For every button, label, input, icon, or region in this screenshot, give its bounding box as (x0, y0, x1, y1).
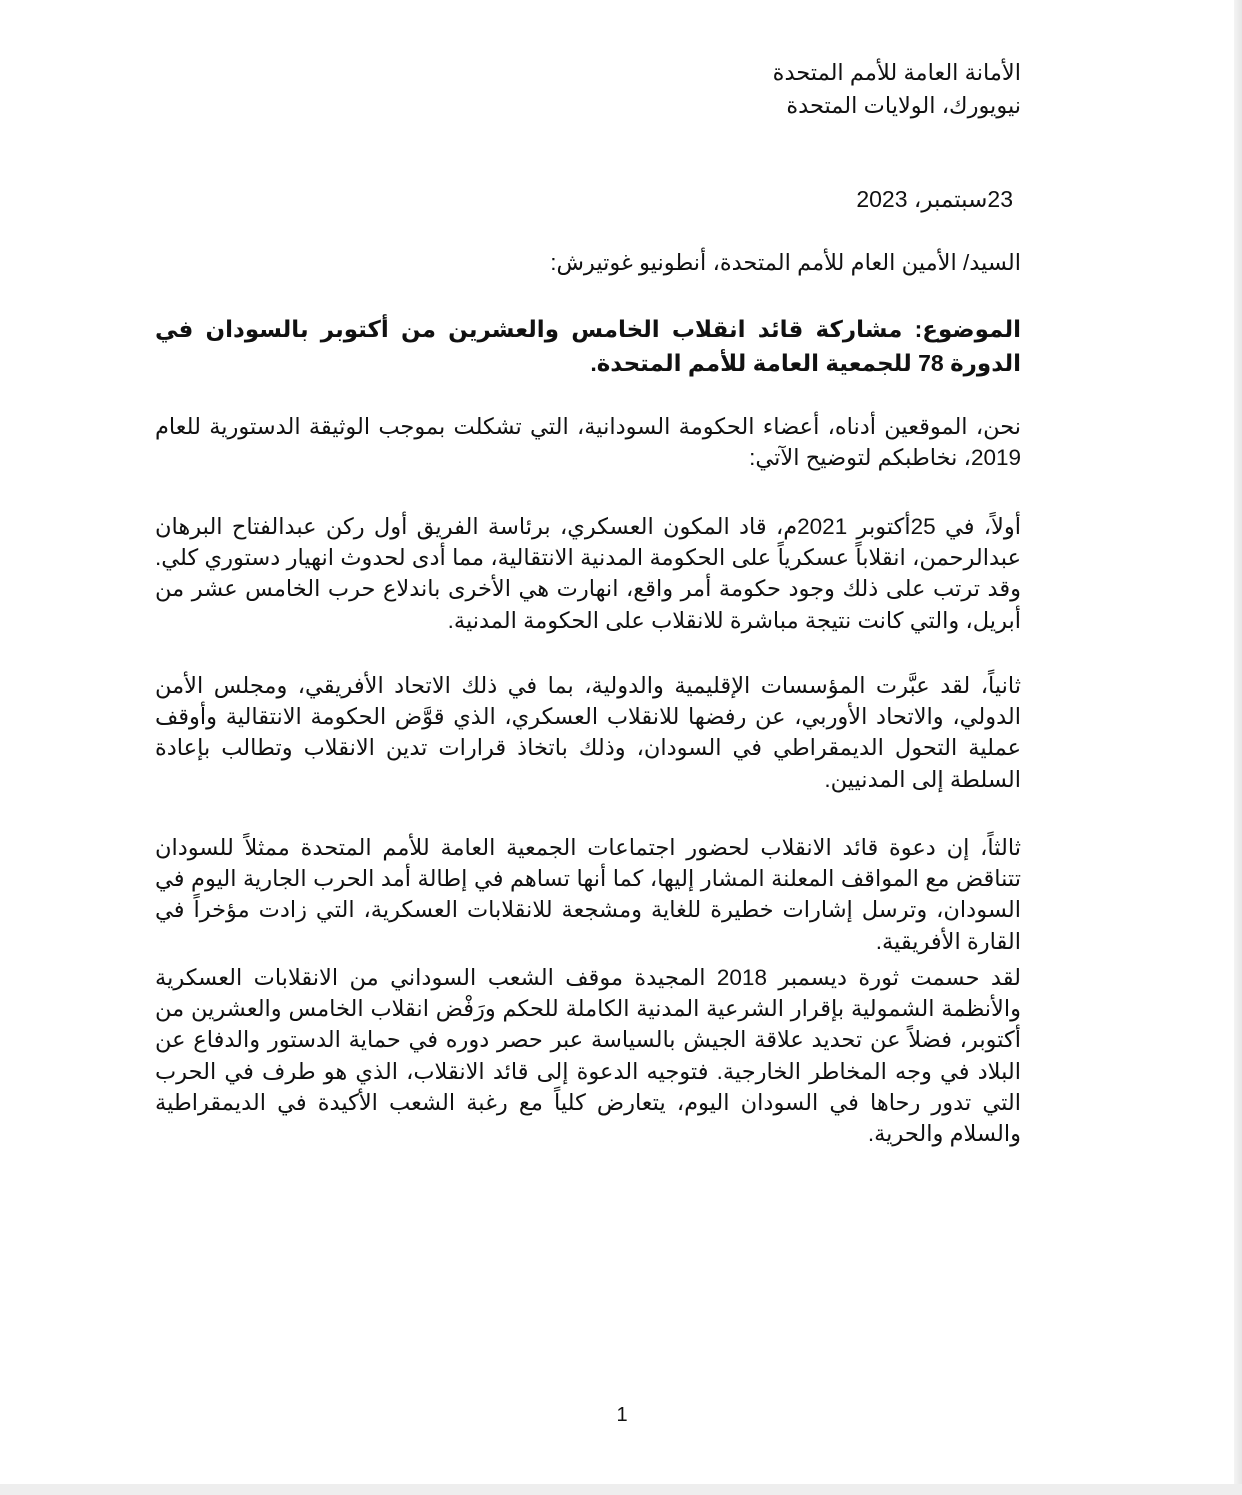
intro-paragraph: نحن، الموقعين أدناه، أعضاء الحكومة السودانية، التي تشكلت بموجب الوثيقة الدستورية للعام 2019، نخاطبكم لتوضيح الآتي: (155, 414, 1021, 471)
point-third-paragraph: ثالثاً، إن دعوة قائد الانقلاب لحضور اجتماعات الجمعية العامة للأمم المتحدة ممثلاً للسودان تتناقض مع المواقف المعلنة المشار إليها، كما أنها تساهم في إطالة أمد الحرب الجارية اليوم في السودان، وترسل إشارات خطيرة للغاية ومشجعة للانقلابات العسكرية، التي زادت مؤخراً في القارة الأفريقية. (155, 835, 1021, 954)
point-first-paragraph: أولاً، في 25أكتوبر 2021م، قاد المكون العسكري، برئاسة الفريق أول ركن عبدالفتاح البرهان عبدالرحمن، انقلاباً عسكرياً على الحكومة المدنية الانتقالية، مما أدى لحدوث انهيار دستوري كلي. وقد ترتب على ذلك وجود حكومة أمر واقع، انهارت هي الأخرى باندلاع حرب الخامس عشر من أبريل، والتي كانت نتيجة مباشرة للانقلاب على الحكومة المدنية. (155, 514, 1021, 633)
page-edge-right (1234, 0, 1242, 1495)
recipient-line-1: الأمانة العامة للأمم المتحدة (772, 60, 1021, 85)
page-edge-bottom (0, 1484, 1242, 1495)
letter-date: 23سبتمبر، 2023 (856, 186, 1013, 212)
recipient-line-2: نيويورك، الولايات المتحدة (786, 93, 1021, 118)
point-second-paragraph: ثانياً، لقد عبَّرت المؤسسات الإقليمية والدولية، بما في ذلك الاتحاد الأفريقي، ومجلس الأمن الدولي، والاتحاد الأوربي، عن رفضها للانقلاب العسكري، الذي قوَّض الحكومة الانتقالية وأوقف عملية التحول الديمقراطي في السودان، وذلك باتخاذ قرارات تدين الانقلاب وتطالب بإعادة السلطة إلى المدنيين. (155, 673, 1021, 792)
salutation: السيد/ الأمين العام للأمم المتحدة، أنطونيو غوتيرش: (550, 250, 1021, 275)
closing-paragraph: لقد حسمت ثورة ديسمبر 2018 المجيدة موقف الشعب السوداني من الانقلابات العسكرية والأنظمة الشمولية بإقرار الشرعية المدنية الكاملة للحكم ورَفْض انقلاب الخامس والعشرين من أكتوبر، فضلاً عن تحديد علاقة الجيش بالسياسة عبر حصر دوره في حماية الدستور والدفاع عن البلاد في وجه المخاطر الخارجية. فتوجيه الدعوة إلى قائد الانقلاب، الذي هو طرف في الحرب التي تدور رحاها في السودان اليوم، يتعارض كلياً مع رغبة الشعب الأكيدة في الديمقراطية والسلام والحرية. (155, 965, 1021, 1147)
subject-line: الموضوع: مشاركة قائد انقلاب الخامس والعشرين من أكتوبر بالسودان في الدورة 78 للجمعية العامة للأمم المتحدة. (155, 316, 1021, 376)
page-number: 1 (616, 1404, 628, 1426)
